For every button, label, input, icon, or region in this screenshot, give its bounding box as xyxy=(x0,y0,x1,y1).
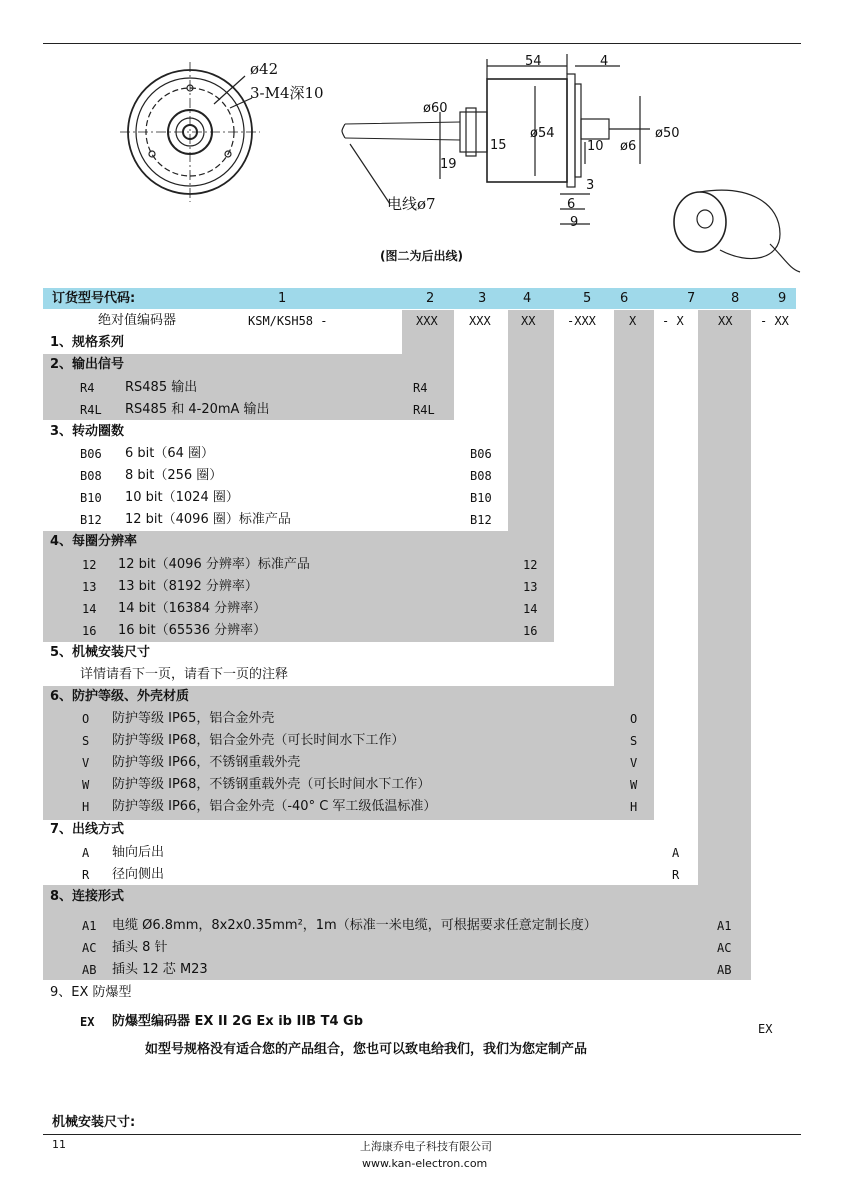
col-5: 5 xyxy=(583,291,592,306)
s3-row-2-code: B08 xyxy=(80,469,102,483)
s8-row-3-val: AB xyxy=(717,963,732,977)
dim-front-diameter: ø42 xyxy=(250,60,279,78)
col-4: 4 xyxy=(523,291,532,306)
code-part-7: - X xyxy=(662,314,684,328)
s6-row-2-desc: 防护等级 IP68，铝合金外壳（可长时间水下工作） xyxy=(112,733,405,748)
s2-row-1-desc: RS485 输出 xyxy=(125,380,198,395)
footer-rule xyxy=(43,1134,801,1135)
s6-row-1-val: O xyxy=(630,712,638,726)
s3-row-1-code: B06 xyxy=(80,447,102,461)
s6-row-4-desc: 防护等级 IP68，不锈钢重载外壳（可长时间水下工作） xyxy=(112,777,431,792)
order-code-title: 订货型号代码: xyxy=(52,291,136,306)
s3-row-3-code: B10 xyxy=(80,491,102,505)
s8-row-2-val: AC xyxy=(717,941,732,955)
code-part-3: XXX xyxy=(469,314,491,328)
s6-row-3-code: V xyxy=(82,756,90,770)
dim-clamp: ø50 xyxy=(655,126,680,141)
s8-row-1-desc: 电缆 Ø6.8mm，8x2x0.35mm²，1m（标准一米电缆，可根据要求任意定制长度） xyxy=(112,918,597,933)
dim-cable: 电线ø7 xyxy=(387,195,436,213)
s6-row-1-desc: 防护等级 IP65，铝合金外壳 xyxy=(112,711,275,726)
s9-desc: 防爆型编码器 EX II 2G Ex ib IIB T4 Gb xyxy=(112,1014,363,1029)
dim-shaft-length: 10 xyxy=(587,139,604,154)
s4-row-1-val: 12 xyxy=(523,558,538,572)
section-8-title: 8、连接形式 xyxy=(50,889,125,904)
s2-row-2-code: R4L xyxy=(80,403,102,417)
s8-row-3-code: AB xyxy=(82,963,97,977)
s2-row-2-desc: RS485 和 4-20mA 输出 xyxy=(125,402,270,417)
s3-row-1-val: B06 xyxy=(470,447,492,461)
s7-row-1-code: A xyxy=(82,846,90,860)
dim-body: ø60 xyxy=(423,101,448,116)
s6-row-5-desc: 防护等级 IP66，铝合金外壳（-40° C 军工级低温标准） xyxy=(112,799,437,814)
code-part-8: XX xyxy=(718,314,733,328)
product-model: KSM/KSH58 - xyxy=(248,314,328,328)
section-2-title: 2、输出信号 xyxy=(50,357,125,372)
section-4-title: 4、每圈分辨率 xyxy=(50,534,138,549)
code-part-6: X xyxy=(629,314,637,328)
s4-row-4-code: 16 xyxy=(82,624,97,638)
col-1: 1 xyxy=(278,291,287,306)
dim-t6: 6 xyxy=(567,197,576,212)
s7-row-2-code: R xyxy=(82,868,90,882)
dim-flange: 4 xyxy=(600,54,609,69)
s7-row-1-desc: 轴向后出 xyxy=(112,845,165,860)
band-col-8 xyxy=(698,310,751,980)
col-8: 8 xyxy=(731,291,740,306)
s3-row-3-desc: 10 bit（1024 圈） xyxy=(125,490,239,505)
s2-row-1-val: R4 xyxy=(413,381,428,395)
s4-row-3-val: 14 xyxy=(523,602,538,616)
s6-row-5-code: H xyxy=(82,800,90,814)
section-5-title: 5、机械安装尺寸 xyxy=(50,645,151,660)
s4-row-1-desc: 12 bit（4096 分辨率）标准产品 xyxy=(118,557,310,572)
order-code-header xyxy=(43,288,796,309)
company-website[interactable]: www.kan-electron.com xyxy=(362,1157,488,1170)
s6-row-2-code: S xyxy=(82,734,90,748)
s6-row-4-val: W xyxy=(630,778,638,792)
s3-row-2-desc: 8 bit（256 圈） xyxy=(125,468,223,483)
s7-row-1-val: A xyxy=(672,846,680,860)
custom-product-note: 如型号规格没有适合您的产品组合，您也可以致电给我们，我们为您定制产品 xyxy=(145,1042,588,1057)
s4-row-4-desc: 16 bit（65536 分辨率） xyxy=(118,623,267,638)
company-name: 上海康乔电子科技有限公司 xyxy=(360,1140,492,1153)
s9-code: EX xyxy=(80,1015,95,1029)
col-3: 3 xyxy=(478,291,487,306)
dim-front-thread: 3-M4深10 xyxy=(250,84,324,102)
s3-row-4-val: B12 xyxy=(470,513,492,527)
s8-row-2-desc: 插头 8 针 xyxy=(112,940,168,955)
s7-row-2-desc: 径向侧出 xyxy=(112,867,165,882)
col-2: 2 xyxy=(426,291,435,306)
s3-row-1-desc: 6 bit（64 圈） xyxy=(125,446,215,461)
code-part-9: - XX xyxy=(760,314,789,328)
s4-row-1-code: 12 xyxy=(82,558,97,572)
dim-t3: 3 xyxy=(586,178,595,193)
s2-row-2-val: R4L xyxy=(413,403,435,417)
s2-row-1-code: R4 xyxy=(80,381,95,395)
s9-val: EX xyxy=(758,1022,773,1036)
s6-row-4-code: W xyxy=(82,778,90,792)
s8-row-1-val: A1 xyxy=(717,919,732,933)
s6-row-5-val: H xyxy=(630,800,638,814)
dim-t9: 9 xyxy=(570,215,579,230)
s4-row-3-desc: 14 bit（16384 分辨率） xyxy=(118,601,267,616)
dim-gland-length: 19 xyxy=(440,157,457,172)
product-name: 绝对值编码器 xyxy=(98,313,177,328)
s6-row-1-code: O xyxy=(82,712,90,726)
col-6: 6 xyxy=(620,291,629,306)
section-5-note: 详情请看下一页，请看下一页的注释 xyxy=(80,667,289,682)
section-1-title: 1、规格系列 xyxy=(50,335,125,350)
s6-row-3-val: V xyxy=(630,756,638,770)
code-part-2: XXX xyxy=(416,314,438,328)
col-7: 7 xyxy=(687,291,696,306)
figure-caption: (图二为后出线) xyxy=(380,249,463,263)
s3-row-2-val: B08 xyxy=(470,469,492,483)
s8-row-2-code: AC xyxy=(82,941,97,955)
page-number: 11 xyxy=(52,1138,66,1151)
s6-row-3-desc: 防护等级 IP66，不锈钢重载外壳 xyxy=(112,755,301,770)
s6-row-2-val: S xyxy=(630,734,638,748)
s4-row-2-code: 13 xyxy=(82,580,97,594)
section-6-title: 6、防护等级、外壳材质 xyxy=(50,689,190,704)
section-9-title: 9、EX 防爆型 xyxy=(50,985,132,1000)
s4-row-3-code: 14 xyxy=(82,602,97,616)
s3-row-4-desc: 12 bit（4096 圈）标准产品 xyxy=(125,512,291,527)
col-9: 9 xyxy=(778,291,787,306)
s8-row-1-code: A1 xyxy=(82,919,97,933)
section-7-title: 7、出线方式 xyxy=(50,822,125,837)
dim-length: 54 xyxy=(525,54,542,69)
s3-row-3-val: B10 xyxy=(470,491,492,505)
s8-row-3-desc: 插头 12 芯 M23 xyxy=(112,962,208,977)
s3-row-4-code: B12 xyxy=(80,513,102,527)
s4-row-2-desc: 13 bit（8192 分辨率） xyxy=(118,579,258,594)
dim-shaft: ø6 xyxy=(620,139,637,154)
s4-row-4-val: 16 xyxy=(523,624,538,638)
code-part-4: XX xyxy=(521,314,536,328)
s4-row-2-val: 13 xyxy=(523,580,538,594)
code-part-5: -XXX xyxy=(567,314,596,328)
dim-mount: ø54 xyxy=(530,126,555,141)
dim-gland: 15 xyxy=(490,138,507,153)
mechanical-dimensions-heading: 机械安装尺寸: xyxy=(52,1115,136,1130)
section-3-title: 3、转动圈数 xyxy=(50,424,125,439)
s7-row-2-val: R xyxy=(672,868,680,882)
